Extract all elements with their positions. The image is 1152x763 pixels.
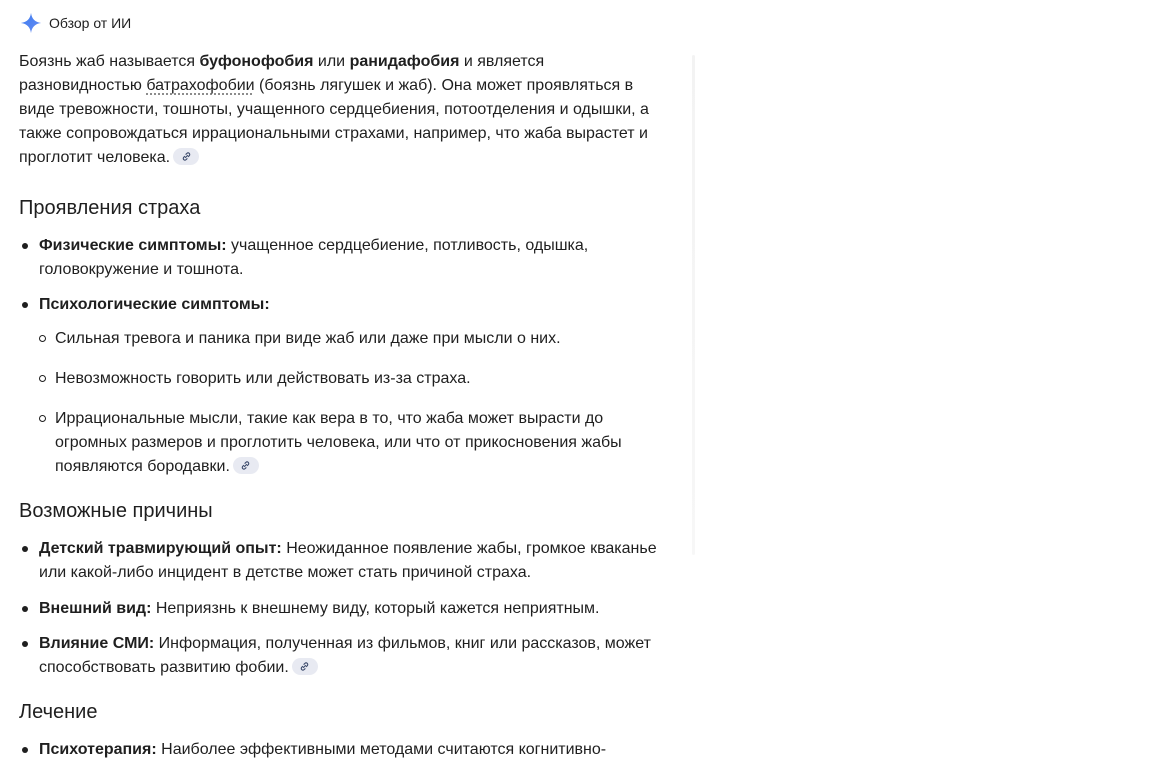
item-text: Наиболее эффективными методами считаются когнитивно- xyxy=(156,741,607,758)
link-icon xyxy=(181,151,192,162)
item-label: Физические симптомы: xyxy=(39,237,227,254)
sub-list-item: Невозможность говорить или действовать из-за страха. xyxy=(39,367,669,391)
section-title-manifestations: Проявления страха xyxy=(19,197,201,219)
causes-list xyxy=(19,537,669,680)
item-label: Детский травмирующий опыт: xyxy=(39,540,282,557)
list-item xyxy=(19,597,669,621)
ai-overview-header xyxy=(20,12,131,34)
item-text: учащенное сердцебиение, потливость, одышка, головокружение и тошнота. xyxy=(39,237,589,278)
list-item xyxy=(19,234,669,282)
item-label: Внешний вид: xyxy=(39,600,152,617)
overview-content xyxy=(19,50,669,762)
psychological-symptoms-list xyxy=(39,327,669,479)
side-panel-divider xyxy=(692,55,695,555)
intro-text: Боязнь жаб называется xyxy=(19,53,200,70)
sparkle-icon xyxy=(20,12,42,34)
item-text: Неприязнь к внешнему виду, который кажется неприятным. xyxy=(151,600,600,617)
sub-item-text: Иррациональные мысли, такие как вера в то, что жаба может вырасти до огромных размеров и проглотить человека, или что от прикосновения жабы появляются бородавки. xyxy=(55,410,622,475)
item-text: Неожиданное появление жабы, громкое кваканье или какой-либо инцидент в детстве может стать причиной страха. xyxy=(39,540,657,581)
citation-link-button[interactable] xyxy=(173,148,199,165)
term-batrachophobia-link[interactable]: батрахофобии xyxy=(146,77,255,94)
list-item xyxy=(19,738,669,762)
sub-list-item xyxy=(39,407,669,479)
manifestations-list xyxy=(19,234,669,479)
item-label: Влияние СМИ: xyxy=(39,635,155,652)
term-ranidaphobia: ранидафобия xyxy=(349,53,460,70)
section-title-treatment: Лечение xyxy=(19,701,98,723)
intro-text: и является разновидностью xyxy=(19,53,545,94)
citation-link-button[interactable] xyxy=(292,658,318,675)
list-item xyxy=(19,632,669,680)
link-icon xyxy=(240,460,251,471)
section-title-causes: Возможные причины xyxy=(19,500,213,522)
list-item xyxy=(19,537,669,585)
header-title: Обзор от ИИ xyxy=(49,15,132,31)
item-label: Психологические симптомы: xyxy=(39,296,270,313)
term-bufonophobia: буфонофобия xyxy=(199,53,314,70)
intro-text: (боязнь лягушек и жаб). Она может проявляться в виде тревожности, тошноты, учащенного сердцебиения, потоотделения и одышки, а также сопровождаться иррациональными страхами, например, что жаба вырастет и проглотит человека. xyxy=(19,77,649,166)
link-icon xyxy=(299,661,310,672)
intro-text: или xyxy=(313,53,350,70)
citation-link-button[interactable] xyxy=(233,457,259,474)
sub-list-item: Сильная тревога и паника при виде жаб или даже при мысли о них. xyxy=(39,327,669,351)
intro-paragraph xyxy=(19,50,669,170)
treatment-list xyxy=(19,738,669,762)
list-item xyxy=(19,293,669,479)
item-label: Психотерапия: xyxy=(39,741,157,758)
item-text: Информация, полученная из фильмов, книг или рассказов, может способствовать развитию фобии. xyxy=(39,635,651,676)
